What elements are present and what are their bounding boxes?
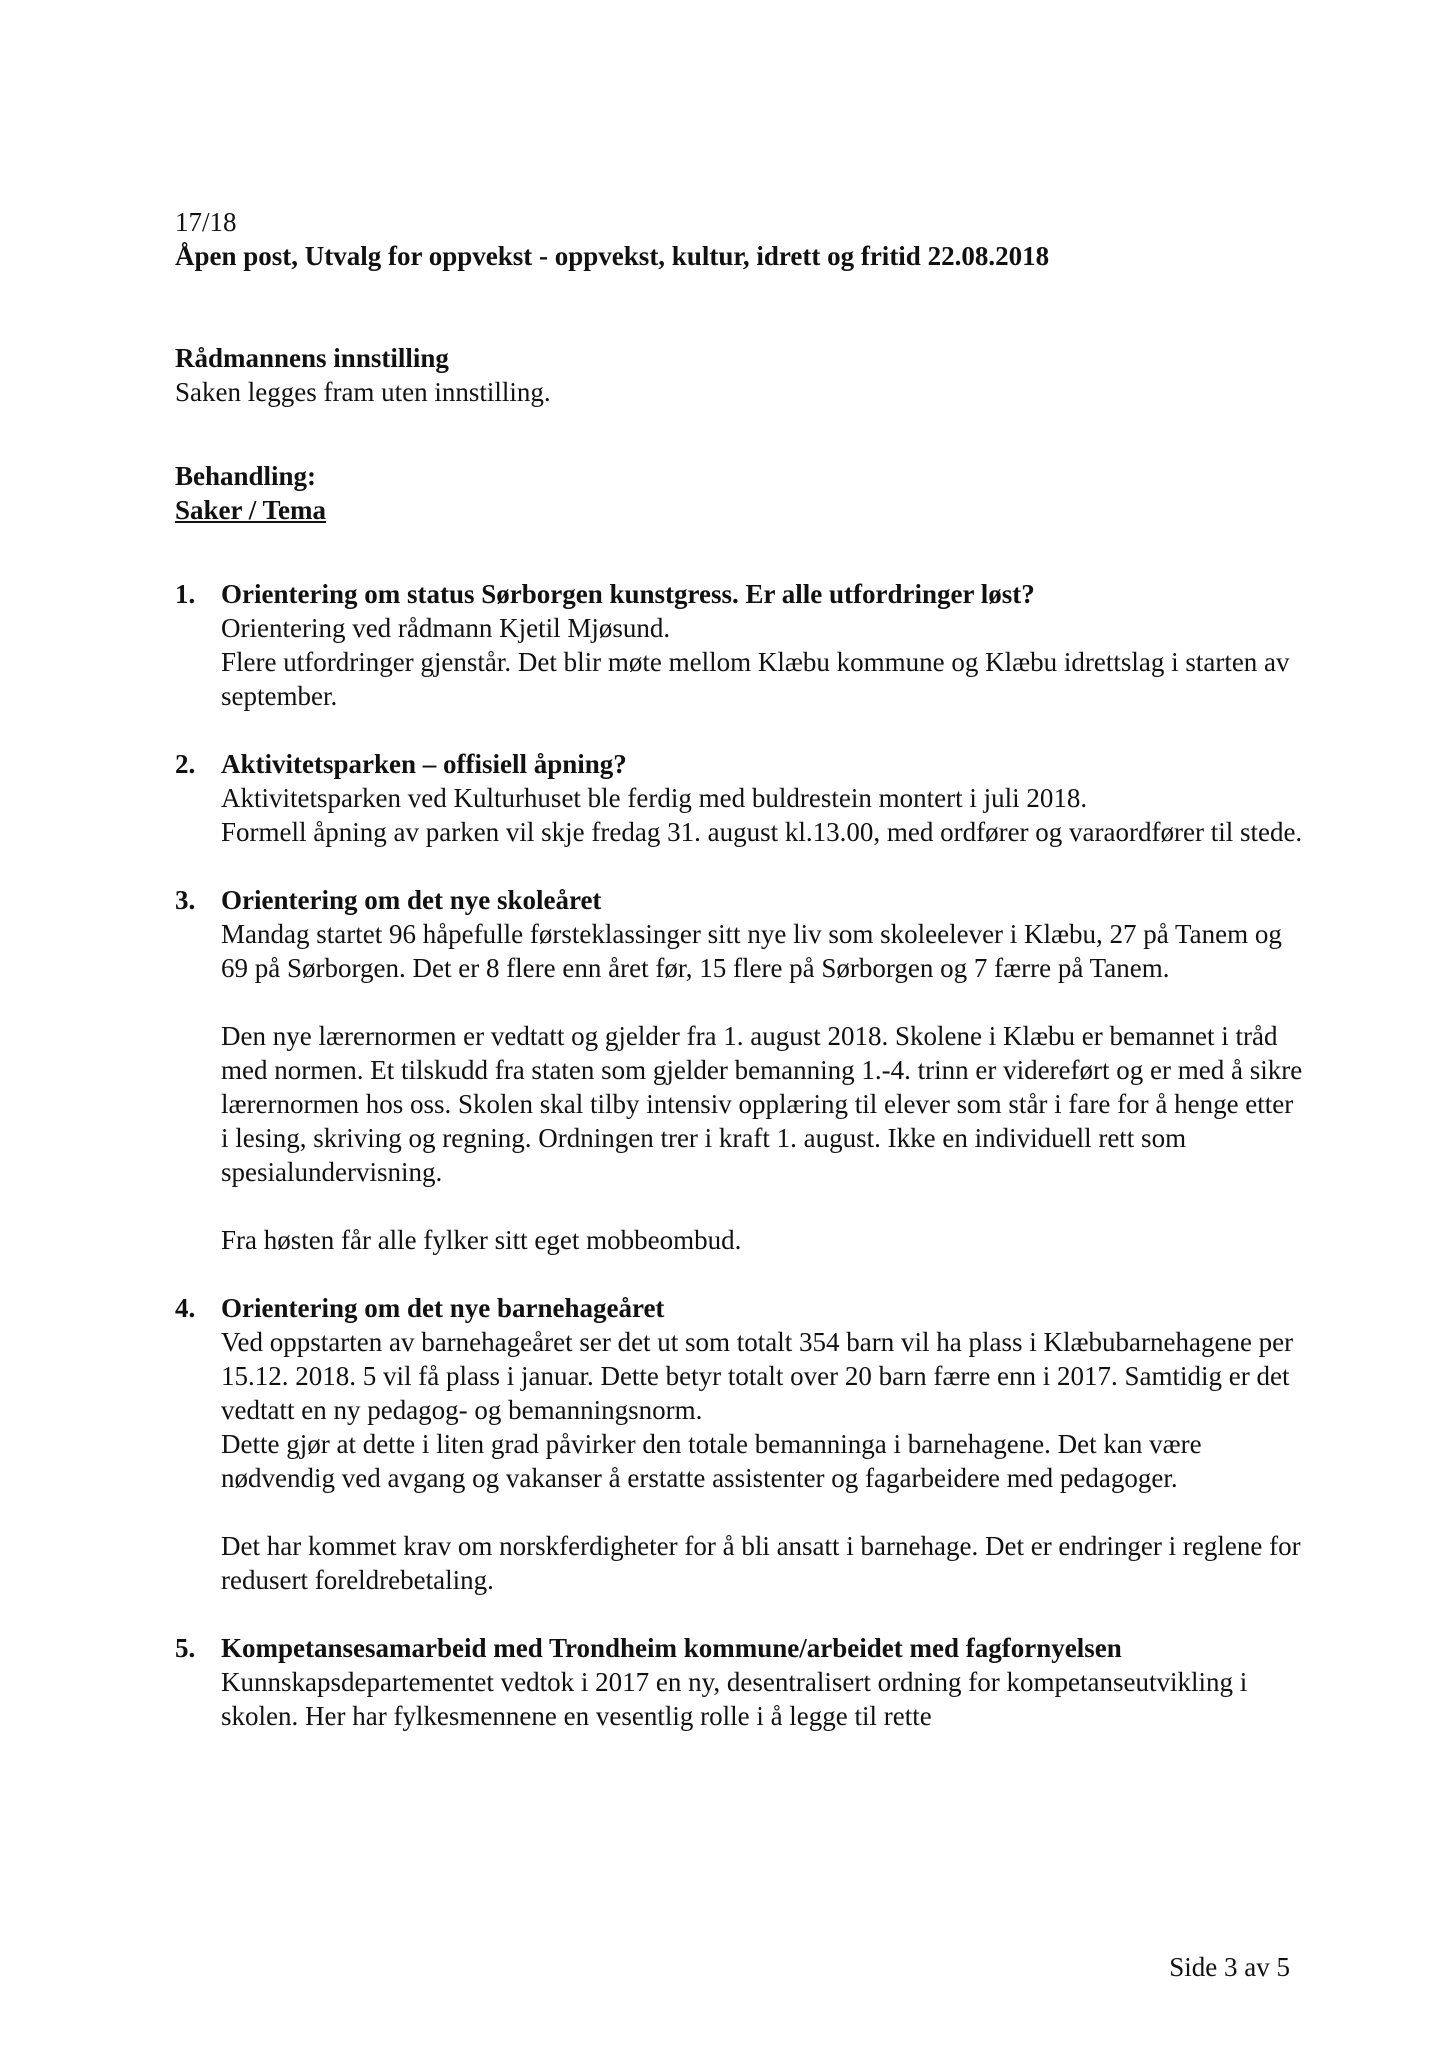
agenda-item-number: 3.: [175, 885, 196, 915]
page-number: Side 3 av 5: [1169, 1952, 1290, 1982]
agenda-item-number: 4.: [175, 1293, 196, 1323]
treatment-heading: Behandling:: [175, 461, 317, 491]
agenda-item-number: 1.: [175, 579, 196, 609]
agenda-item-body: [221, 1325, 1305, 1597]
case-number: 17/18: [175, 207, 237, 237]
agenda-item-paragraph: Den nye lærernormen er vedtatt og gjelder fra 1. august 2018. Skolene i Klæbu er bemannet i tråd med normen. Et tilskudd fra staten som gjelder bemanning 1.-4. trinn er videreført og er med å sikre lærernormen hos oss. Skolen skal tilby intensiv opplæring til elever som står i fare for å henge etter i lesing, skriving og regning. Ordningen trer i kraft 1. august. Ikke en individuell rett som spesialundervisning.: [221, 1021, 1303, 1187]
agenda-item-paragraph: Aktivitetsparken ved Kulturhuset ble ferdig med buldrestein montert i juli 2018.: [221, 783, 1088, 813]
agenda-item: [175, 577, 1305, 713]
agenda-item-title: Kompetansesamarbeid med Trondheim kommune/arbeidet med fagfornyelsen: [221, 1633, 1122, 1663]
agenda-item-paragraph: Formell åpning av parken vil skje fredag 31. august kl.13.00, med ordfører og varaordfører til stede.: [221, 817, 1303, 847]
agenda-item-body: [221, 781, 1305, 849]
agenda-item-title: Orientering om det nye skoleåret: [221, 885, 602, 915]
agenda-item: [175, 1631, 1305, 1733]
agenda-item-title: Orientering om status Sørborgen kunstgress. Er alle utfordringer løst?: [221, 579, 1035, 609]
agenda-item-paragraph: Ved oppstarten av barnehageåret ser det ut som totalt 354 barn vil ha plass i Klæbubarnehagene per 15.12. 2018. 5 vil få plass i januar. Dette betyr totalt over 20 barn færre enn i 2017. Samtidig er det vedtatt en ny pedagog- og bemanningsnorm.: [221, 1327, 1294, 1425]
agenda-item-paragraph: Orientering ved rådmann Kjetil Mjøsund.: [221, 613, 671, 643]
agenda-item-paragraph: Flere utfordringer gjenstår. Det blir møte mellom Klæbu kommune og Klæbu idrettslag i starten av september.: [221, 647, 1290, 711]
agenda-item-paragraph: Det har kommet krav om norskferdigheter for å bli ansatt i barnehage. Det er endringer i reglene for redusert foreldrebetaling.: [221, 1531, 1301, 1595]
agenda-item-paragraph: Dette gjør at dette i liten grad påvirker den totale bemanninga i barnehagene. Det kan være nødvendig ved avgang og vakanser å erstatte assistenter og fagarbeidere med pedagoger.: [221, 1429, 1202, 1493]
agenda-item-body: [221, 611, 1305, 713]
agenda-item-paragraph: Mandag startet 96 håpefulle førsteklassinger sitt nye liv som skoleelever i Klæbu, 27 på Tanem og 69 på Sørborgen. Det er 8 flere enn året før, 15 flere på Sørborgen og 7 færre på Tanem.: [221, 919, 1282, 983]
recommendation-heading: Rådmannens innstilling: [175, 343, 449, 373]
agenda-item: [175, 883, 1305, 1257]
agenda-item: [175, 1291, 1305, 1597]
case-title: Åpen post, Utvalg for oppvekst - oppvekst, kultur, idrett og fritid 22.08.2018: [175, 241, 1050, 271]
agenda-items: [175, 577, 1305, 1733]
agenda-item: [175, 747, 1305, 849]
recommendation-text: Saken legges fram uten innstilling.: [175, 377, 551, 407]
agenda-item-number: 5.: [175, 1633, 196, 1663]
agenda-item-body: [221, 1665, 1305, 1733]
agenda-item-paragraph: Fra høsten får alle fylker sitt eget mobbeombud.: [221, 1225, 742, 1255]
agenda-item-body: [221, 917, 1305, 1257]
treatment-subheading: Saker / Tema: [175, 495, 327, 525]
document-body: [175, 205, 1305, 1733]
agenda-item-paragraph: Kunnskapsdepartementet vedtok i 2017 en ny, desentralisert ordning for kompetanseutvikling i skolen. Her har fylkesmennene en vesentlig rolle i å legge til rette: [221, 1667, 1248, 1731]
agenda-item-number: 2.: [175, 749, 196, 779]
agenda-item-title: Orientering om det nye barnehageåret: [221, 1293, 665, 1323]
agenda-item-title: Aktivitetsparken – offisiell åpning?: [221, 749, 627, 779]
